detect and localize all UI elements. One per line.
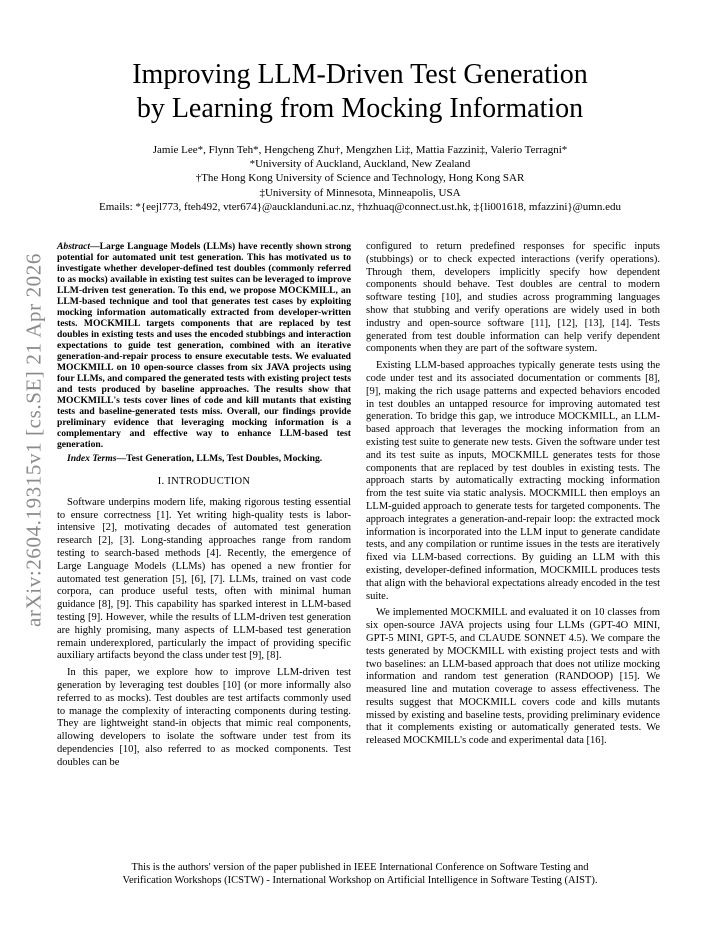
abstract-text: —Large Language Models (LLMs) have recently shown strong potential for automated unit test generation. This has motivated us to investigate whether developer-defined test doubles (commonly referred to as mocks) available in existing test suites can be leveraged to improve LLM-driven test generation. To this end, we propose MOCKMILL, an LLM-based technique and tool that generates test cases by exploiting mocking information automatically extracted from developer-written tests. MOCKMILL targets components that are replaced by test doubles in existing tests and uses the encoded stubbings and interaction expectations to guide test generation, combined with an iterative generation-and-repair process to ensure executable tests. We evaluated MOCKMILL on 10 open-source classes from six JAVA projects using four LLMs, and compared the generated tests with existing project tests and tests produced by baseline approaches. The results show that MOCKMILL's tests cover lines of code and kill mutants that existing tests and baseline-generated tests miss. Overall, our findings provide preliminary evidence that leveraging mocking information is a complementary and effective way to enhance LLM-based test generation. (57, 241, 351, 450)
footnote-line-2: Verification Workshops (ICSTW) - International Workshop on Artificial Intelligence in Software Testing (AIST). (122, 875, 598, 886)
intro-paragraph: In this paper, we explore how to improve LLM-driven test generation by leveraging test doubles [10] (or more informally also referred to as mocks). Test doubles are test artifacts commonly used to manage the complexity of interacting components during testing. They are lightweight stand-in objects that mimic real components, allowing developers to isolate the software under test from its dependencies [10], also referred to as mocked components. Test doubles can be (57, 667, 351, 768)
index-terms (57, 453, 351, 464)
body-paragraph: configured to return predefined responses for specific inputs (stubbings) or to check expected interactions (verify operations). Through them, developers implicitly specify how dependent components should behave. Test doubles are central to modern software testing [10], and studies across programming languages show that stubbing and verify operations are widely used in both industry and open-source software [11], [12], [13], [14]. Tests generated from test double information can help verify dependent components when they are part of the software system. (366, 241, 660, 355)
body-paragraph: Existing LLM-based approaches typically generate tests using the code under test and its associated documentation or comments [8], [9], making the rich usage patterns and expected behaviors encoded in test doubles an untapped resource for improving automated test generation. To bridge this gap, we introduce MOCKMILL, an LLM-based approach that leverages the mocking information from an existing test suite to generate new tests. Given the software under test and its test suite as inputs, MOCKMILL generates tests for those components that are replaced by test doubles in existing tests. The approach starts by automatically extracting mocking information from the test suite via static analysis. MOCKMILL then employs an LLM-guided approach to generate tests for targeted components. The approach integrates a generation-and-repair loop: the extracted mock information is incorporated into the LLM input to generate candidate tests, and any compilation or runtime issues in the tests are iteratively fixed via LLM-based corrections. By guiding an LLM with this existing, developer-defined information, MOCKMILL produces tests that align with the behavioral expectations already encoded in the test suite. (366, 360, 660, 602)
section-heading-introduction: I. INTRODUCTION (157, 476, 251, 487)
affiliation-hkust: †The Hong Kong University of Science and Technology, Hong Kong SAR (195, 172, 525, 185)
affiliation-minnesota: ‡University of Minnesota, Minneapolis, USA (259, 186, 461, 199)
author-block (40, 143, 680, 214)
author-emails: Emails: *{eejl773, fteh492, vter674}@aucklanduni.ac.nz, †hzhuaq@connect.ust.hk, ‡{li001618, mfazzini}@umn.edu (99, 200, 621, 213)
paper-title (60, 58, 660, 126)
footnote-line-1: This is the authors' version of the paper published in IEEE International Conference on Software Testing and (131, 862, 589, 873)
right-column (366, 241, 660, 752)
arxiv-stamp-text: arXiv:2604.19315v1 [cs.SE] 21 Apr 2026 (21, 253, 46, 627)
affiliation-auckland: *University of Auckland, Auckland, New Zealand (249, 158, 471, 171)
intro-paragraph: Software underpins modern life, making rigorous testing essential to ensure correctness [1]. Yet writing high-quality tests is labor-intensive [2], motivating decades of automated test generation research [2], [3]. Long-standing approaches range from random testing to search-based methods [4]. Recently, the emergence of Large Language Models (LLMs) has opened a new frontier for automated test generation [5], [6], [7]. LLMs, trained on vast code corpora, can produce useful tests, often with minimal human guidance [8], [9]. This capability has sparked interest in LLM-based testing [9]. However, while the results of LLM-driven test generation are highly promising, many aspects of LLM-based test generation remain underexplored, particularly the impact of providing specific auxiliary artifacts beyond the class under test [9], [8]. (57, 496, 351, 662)
publication-footnote (60, 861, 660, 887)
title-line-2: by Learning from Mocking Information (136, 93, 584, 124)
left-column (57, 241, 351, 774)
body-paragraph: We implemented MOCKMILL and evaluated it on 10 classes from six open-source JAVA projects using four LLMs (GPT-4O MINI, GPT-5 MINI, GPT-5, and CLAUDE SONNET 4.5). We compare the tests generated by MOCKMILL with existing project tests and with two baselines: an LLM-based approach that does not utilize mocking information and random test generation (RANDOOP) [15]. We measured line and mutation coverage to assess effectiveness. The results suggest that MOCKMILL covers code and kills mutants missed by existing and baseline tests, providing preliminary evidence that it complements existing or automatically generated tests. We released MOCKMILL's code and experimental data [16]. (366, 607, 660, 747)
index-terms-text: —Test Generation, LLMs, Test Doubles, Mocking. (116, 453, 323, 464)
abstract (57, 241, 351, 450)
title-line-1: Improving LLM-Driven Test Generation (132, 59, 588, 90)
author-list: Jamie Lee*, Flynn Teh*, Hengcheng Zhu†, Mengzhen Li‡, Mattia Fazzini‡, Valerio Terragni* (152, 144, 568, 156)
abstract-label: Abstract (57, 241, 91, 252)
arxiv-stamp (14, 190, 54, 690)
index-terms-label: Index Terms (67, 453, 117, 464)
